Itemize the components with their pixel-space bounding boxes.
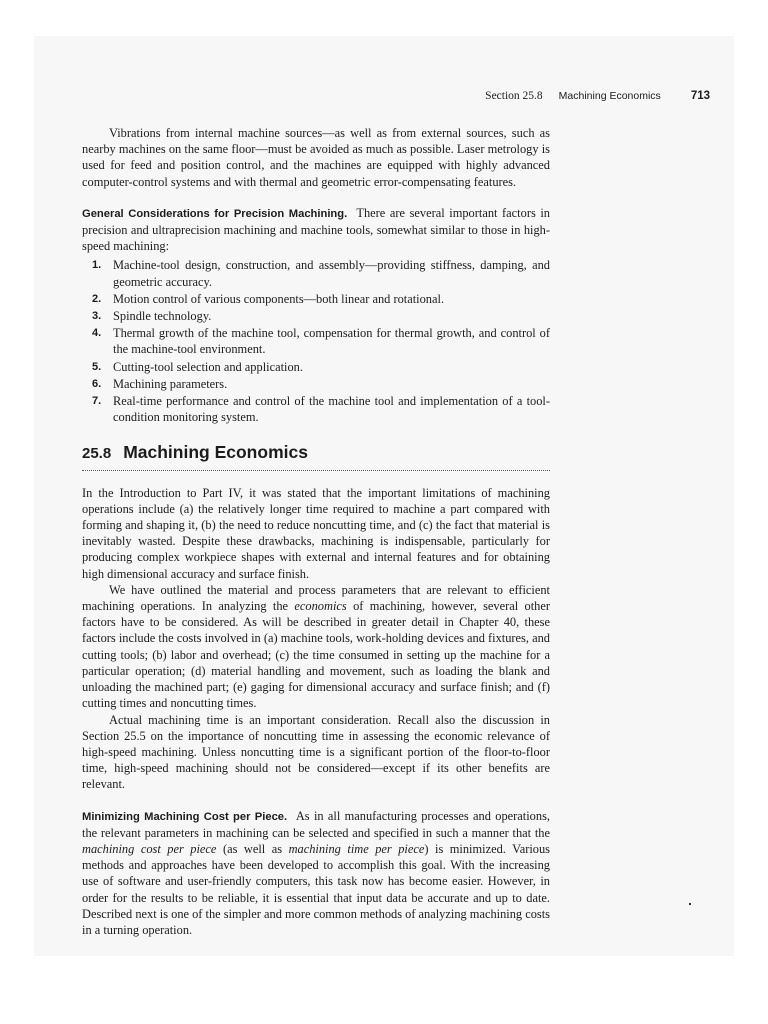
list-item-text: Real-time performance and control of the machine tool and implementation of a tool-condition monitoring system. (113, 394, 550, 425)
list-item (82, 257, 550, 289)
list-item (82, 325, 550, 357)
list-item (82, 376, 550, 392)
list-item (82, 291, 550, 307)
list-item-number: 7. (92, 395, 102, 408)
minimizing-cost-paragraph (82, 808, 550, 939)
list-item-text: Motion control of various components—both linear and rotational. (113, 291, 445, 306)
list-item-text: Cutting-tool selection and application. (113, 359, 303, 374)
list-item-text: Spindle technology. (113, 309, 212, 324)
economics-paragraph-3: Actual machining time is an important consideration. Recall also the discussion in Section 25.5 on the importance of noncutting time in assessing the economic relevance of high-speed machining. Unless noncutting time is a significant portion of the floor-to-floor time, high-speed machining should not be considered—except if its other benefits are relevant. (82, 712, 550, 792)
paragraph-text: (as well as (216, 841, 289, 856)
list-item (82, 308, 550, 324)
scan-speck (689, 903, 691, 905)
paragraph-text: of machining, however, several other factors have to be considered. As will be described in greater detail in Chapter 40, these factors include the costs involved in (a) machine tools, work-holding devices and fixtures, and cutting tools; (b) labor and overhead; (c) the time consumed in setting up the machine for a particular operation; (d) material handling and movement, such as loading the blank and unloading the machined part; (e) gaging for dimensional accuracy and surface finish; and (f) cutting times and noncutting times. (82, 599, 550, 711)
page-number: 713 (690, 90, 710, 102)
list-item-number: 4. (92, 327, 102, 340)
considerations-list (82, 257, 550, 425)
emphasis-machining-time: machining time per piece (288, 841, 425, 856)
list-item-number: 6. (92, 377, 102, 390)
emphasis-economics: economics (294, 599, 347, 614)
section-title: Machining Economics (123, 442, 308, 463)
list-item-number: 3. (92, 310, 102, 323)
emphasis-machining-cost: machining cost per piece (82, 841, 217, 856)
section-heading (82, 444, 550, 470)
list-item-text: Thermal growth of the machine tool, compensation for thermal growth, and control of the machine-tool environment. (113, 326, 550, 357)
general-considerations-heading: General Considerations for Precision Machining. (82, 207, 348, 220)
general-considerations-paragraph (82, 205, 550, 255)
list-item-text: Machine-tool design, construction, and assembly—providing stiffness, damping, and geometric accuracy. (113, 258, 550, 289)
general-considerations-text: There are several important factors in precision and ultraprecision machining and machine tools, somewhat similar to those in high-speed machining: (82, 205, 550, 254)
minimizing-cost-heading: Minimizing Machining Cost per Piece. (82, 810, 288, 823)
list-item (82, 393, 550, 425)
paragraph-text: ) is minimized. Various methods and approaches have been developed to accomplish this goal. With the increasing use of software and user-friendly computers, this task now has become easier. However, in order for the results to be reliable, it is essential that input data be accurate and up to date. Described next is one of the simpler and more common methods of analyzing machining costs in a turning operation. (82, 841, 550, 937)
economics-paragraph-1: In the Introduction to Part IV, it was stated that the important limitations of machining operations include (a) the relatively longer time required to machine a part compared with forming and shaping it, (b) the need to reduce noncutting time, and (c) the fact that material is inevitably wasted. Despite these drawbacks, machining is indispensable, particularly for producing complex workpiece shapes with external and internal features and for obtaining high dimensional accuracy and surface finish. (82, 485, 550, 581)
running-head (82, 90, 710, 102)
paragraph-text: As in all manufacturing processes and operations, the relevant parameters in machining can be selected and specified in such a manner that the (82, 808, 550, 840)
running-head-section: Section 25.8 (485, 90, 543, 102)
list-item-number: 1. (92, 259, 102, 272)
list-item-number: 5. (92, 360, 102, 373)
running-head-topic: Machining Economics (558, 90, 661, 102)
paragraph-text: We have outlined the material and process parameters that are relevant to efficient machining operations. In analyzing the (82, 582, 550, 614)
list-item-text: Machining parameters. (113, 376, 228, 391)
page-body (82, 125, 550, 938)
economics-paragraph-2 (82, 582, 550, 712)
list-item-number: 2. (92, 292, 102, 305)
intro-paragraph: Vibrations from internal machine sources—as well as from external sources, such as nearby machines on the same floor—must be avoided as much as possible. Laser metrology is used for feed and position control, and the machines are equipped with highly advanced computer-control systems and with thermal and geometric error-compensating features. (82, 126, 550, 189)
section-number: 25.8 (82, 445, 112, 463)
list-item (82, 359, 550, 375)
